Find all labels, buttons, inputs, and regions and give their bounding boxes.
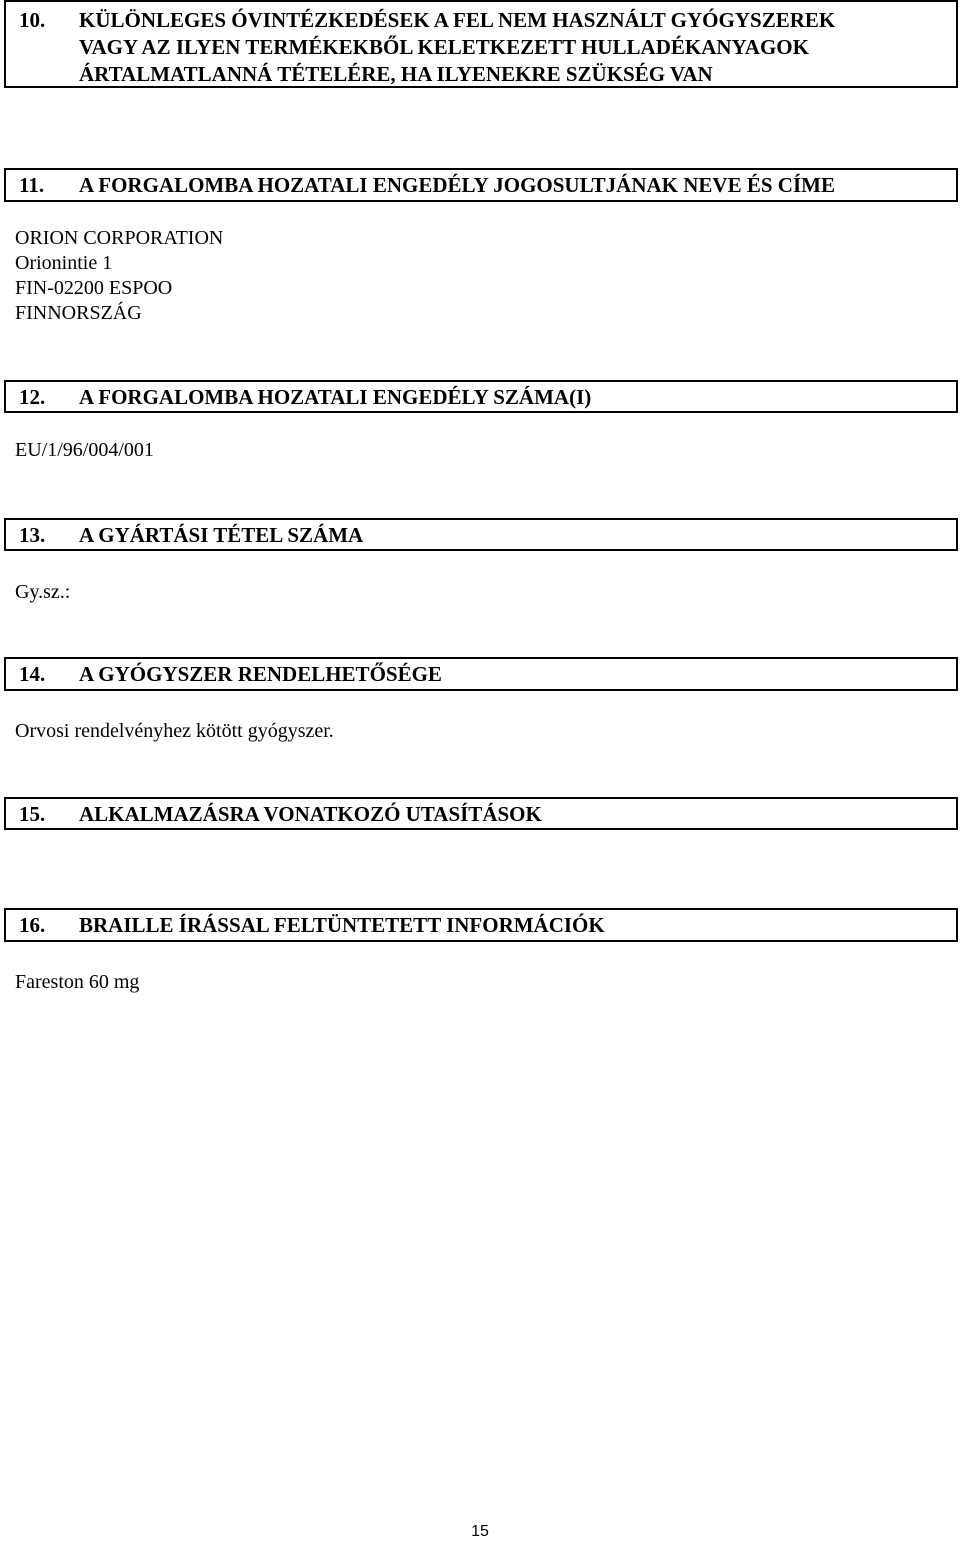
section-11-number: 11.	[19, 173, 45, 197]
section-12-number: 12.	[19, 385, 46, 409]
section-15-box	[4, 797, 958, 830]
batch-number-label: Gy.sz.:	[15, 581, 71, 603]
section-12-title: A FORGALOMBA HOZATALI ENGEDÉLY SZÁMA(I)	[79, 385, 592, 409]
section-16-title: BRAILLE ÍRÁSSAL FELTÜNTETETT INFORMÁCIÓK	[79, 913, 605, 937]
section-13-title: A GYÁRTÁSI TÉTEL SZÁMA	[79, 523, 364, 547]
section-10-title-line-1: KÜLÖNLEGES ÓVINTÉZKEDÉSEK A FEL NEM HASZNÁLT GYÓGYSZEREK	[79, 8, 836, 32]
section-12-box	[4, 380, 958, 413]
section-14-box	[4, 657, 958, 691]
section-16-heading	[19, 912, 946, 940]
holder-postcode-city: FIN-02200 ESPOO	[15, 277, 173, 299]
section-15-number: 15.	[19, 802, 46, 826]
section-12-heading	[19, 384, 946, 412]
section-16-number: 16.	[19, 913, 46, 937]
section-10-box	[4, 0, 958, 88]
authorisation-number: EU/1/96/004/001	[15, 439, 154, 461]
prescription-status: Orvosi rendelvényhez kötött gyógyszer.	[15, 720, 334, 742]
section-11-title: A FORGALOMBA HOZATALI ENGEDÉLY JOGOSULTJÁNAK NEVE ÉS CÍME	[79, 173, 835, 197]
section-15-title: ALKALMAZÁSRA VONATKOZÓ UTASÍTÁSOK	[79, 802, 542, 826]
section-10-heading	[19, 7, 946, 88]
section-14-number: 14.	[19, 662, 46, 686]
page-number: 15	[471, 1523, 489, 1540]
holder-country: FINNORSZÁG	[15, 302, 142, 324]
section-14-heading	[19, 661, 946, 689]
braille-text: Fareston 60 mg	[15, 971, 140, 993]
section-11-heading	[19, 172, 946, 200]
section-10-title-line-3: ÁRTALMATLANNÁ TÉTELÉRE, HA ILYENEKRE SZÜKSÉG VAN	[79, 62, 713, 86]
section-13-number: 13.	[19, 523, 46, 547]
section-15-heading	[19, 801, 946, 829]
section-16-box	[4, 908, 958, 942]
section-13-heading	[19, 522, 946, 550]
section-13-box	[4, 518, 958, 551]
section-10-number: 10.	[19, 8, 46, 32]
section-10-title-line-2: VAGY AZ ILYEN TERMÉKEKBŐL KELETKEZETT HULLADÉKANYAGOK	[79, 35, 809, 59]
section-14-title: A GYÓGYSZER RENDELHETŐSÉGE	[79, 662, 442, 686]
holder-name: ORION CORPORATION	[15, 227, 224, 249]
holder-street: Orionintie 1	[15, 252, 113, 274]
section-11-box	[4, 168, 958, 202]
